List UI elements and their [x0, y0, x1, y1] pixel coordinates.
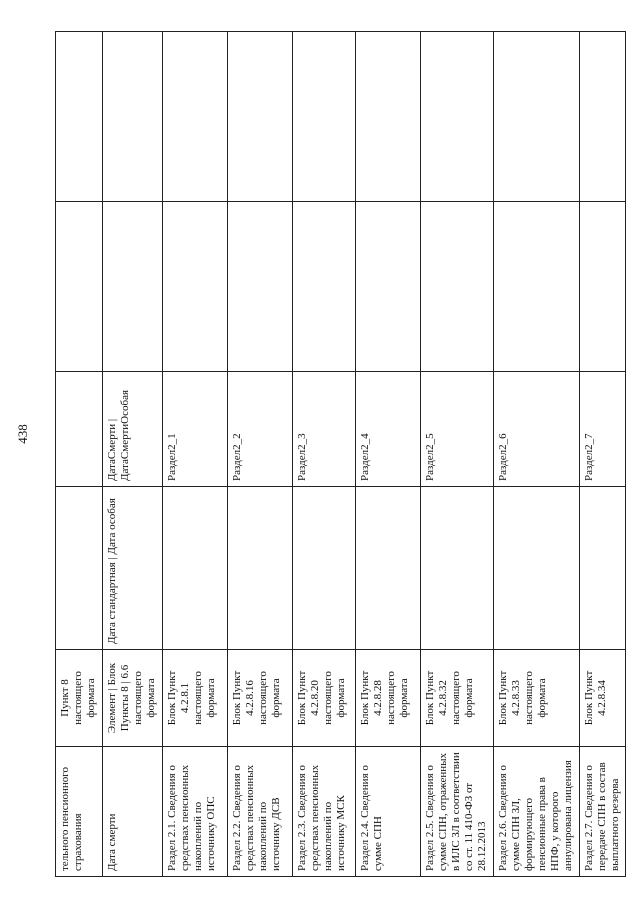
- tag-name-cell: Раздел2_2: [227, 372, 292, 487]
- element-type-cell: Блок Пункт 4.2.8.20 настоящего формата: [292, 650, 355, 747]
- empty-cell: [292, 32, 355, 202]
- tag-name-cell: Раздел2_7: [579, 372, 626, 487]
- table-row: [420, 32, 493, 877]
- tag-name-cell: Раздел2_3: [292, 372, 355, 487]
- empty-cell: [162, 202, 227, 372]
- page-number: 438: [15, 424, 30, 444]
- empty-cell: [355, 202, 420, 372]
- data-type-cell: [579, 487, 626, 650]
- header-cell: [56, 32, 103, 202]
- element-name-cell: Раздел 2.7. Сведения о передаче СПН в состав выплатного резерва: [579, 747, 626, 877]
- data-type-cell: [420, 487, 493, 650]
- header-cell: [56, 202, 103, 372]
- empty-cell: [162, 32, 227, 202]
- empty-cell: [493, 202, 579, 372]
- element-name-cell: Раздел 2.6. Сведения о сумме СПН ЗЛ, формирующего пенсионные права в НПФ, у которого аннулирована лицензия: [493, 747, 579, 877]
- data-type-cell: [493, 487, 579, 650]
- element-name-cell: Раздел 2.2. Сведения о средствах пенсионных накоплений по источнику ДСВ: [227, 747, 292, 877]
- table-row: [162, 32, 227, 877]
- header-cell: [56, 372, 103, 487]
- table-row: [355, 32, 420, 877]
- empty-cell: [579, 202, 626, 372]
- empty-cell: [102, 32, 162, 202]
- element-type-cell: Блок Пункт 4.2.8.34: [579, 650, 626, 747]
- empty-cell: [355, 32, 420, 202]
- header-cell: Пункт 8 настоящего формата: [56, 650, 103, 747]
- empty-cell: [227, 202, 292, 372]
- tag-name-cell: Раздел2_1: [162, 372, 227, 487]
- element-name-cell: Раздел 2.4. Сведения о сумме СПН: [355, 747, 420, 877]
- element-type-cell: Блок Пункт 4.2.8.16 настоящего формата: [227, 650, 292, 747]
- data-type-cell: [292, 487, 355, 650]
- data-type-cell: [227, 487, 292, 650]
- element-name-cell: Дата смерти: [102, 747, 162, 877]
- element-type-cell: Блок Пункт 4.2.8.32 настоящего формата: [420, 650, 493, 747]
- element-type-cell: Блок Пункт 4.2.8.1 настоящего формата: [162, 650, 227, 747]
- table-row: [579, 32, 626, 877]
- tag-name-cell: Раздел2_5: [420, 372, 493, 487]
- table-row: [493, 32, 579, 877]
- empty-cell: [102, 202, 162, 372]
- empty-cell: [579, 32, 626, 202]
- tag-name-cell: ДатаСмерти | ДатаСмертиОсобая: [102, 372, 162, 487]
- tag-name-cell: Раздел2_4: [355, 372, 420, 487]
- empty-cell: [292, 202, 355, 372]
- table-row: [227, 32, 292, 877]
- rotated-page: [55, 32, 622, 877]
- empty-cell: [420, 202, 493, 372]
- empty-cell: [493, 32, 579, 202]
- element-type-cell: Элемент | Блок Пункты 8 | 6.6 настоящего формата: [102, 650, 162, 747]
- element-name-cell: Раздел 2.5. Сведения о сумме СПН, отраженных в ИЛС ЗЛ в соответствии со ст. 11 410-ФЗ от 28.12.2013: [420, 747, 493, 877]
- empty-cell: [420, 32, 493, 202]
- header-cell: [56, 487, 103, 650]
- format-table: [55, 31, 626, 877]
- element-type-cell: Блок Пункт 4.2.8.33 настоящего формата: [493, 650, 579, 747]
- table-row: [292, 32, 355, 877]
- data-type-cell: Дата стандартная | Дата особая: [102, 487, 162, 650]
- element-name-cell: Раздел 2.1. Сведения о средствах пенсионных накоплений по источнику ОПС: [162, 747, 227, 877]
- tag-name-cell: Раздел2_6: [493, 372, 579, 487]
- empty-cell: [227, 32, 292, 202]
- element-name-cell: Раздел 2.3. Сведения о средствах пенсионных накоплений по источнику МСК: [292, 747, 355, 877]
- element-type-cell: Блок Пункт 4.2.8.28 настоящего формата: [355, 650, 420, 747]
- table-row: [102, 32, 162, 877]
- table-header-row: [56, 32, 103, 877]
- header-cell: тельного пенсионного страхования: [56, 747, 103, 877]
- data-type-cell: [355, 487, 420, 650]
- data-type-cell: [162, 487, 227, 650]
